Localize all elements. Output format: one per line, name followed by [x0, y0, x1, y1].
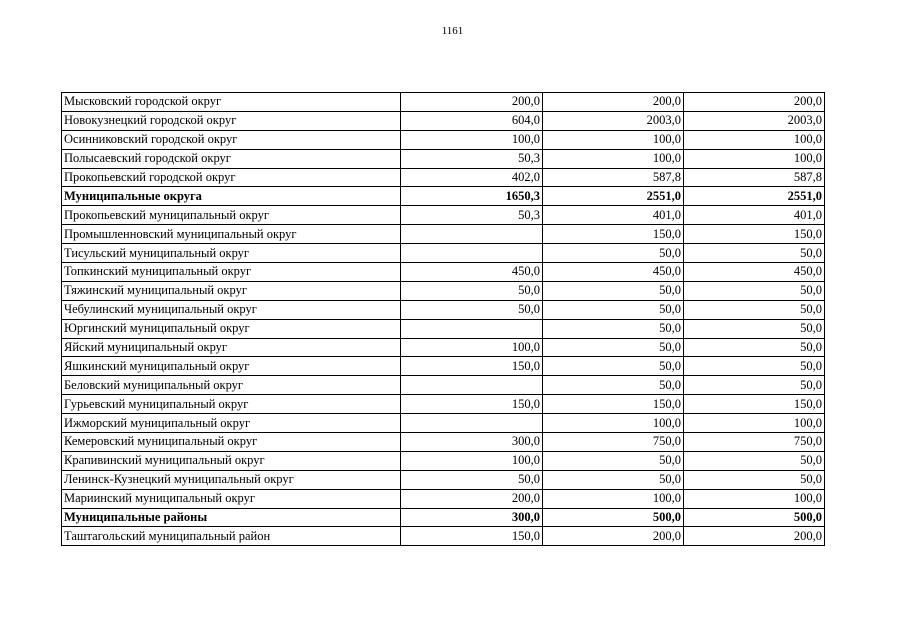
table-row	[62, 206, 825, 225]
row-value-2-cell: 100,0	[543, 130, 684, 149]
row-value-1-cell: 50,3	[401, 206, 543, 225]
row-name-cell: Прокопьевский муниципальный округ	[62, 206, 401, 225]
row-value-1-cell: 50,0	[401, 281, 543, 300]
row-value-1-cell	[401, 225, 543, 244]
row-name-cell: Беловский муниципальный округ	[62, 376, 401, 395]
row-value-3-cell: 50,0	[684, 300, 825, 319]
row-value-2-cell: 50,0	[543, 281, 684, 300]
row-name-cell: Юргинский муниципальный округ	[62, 319, 401, 338]
row-value-2-cell: 2551,0	[543, 187, 684, 206]
table-row	[62, 489, 825, 508]
row-name-cell: Кемеровский муниципальный округ	[62, 433, 401, 452]
row-value-3-cell: 2551,0	[684, 187, 825, 206]
table-row	[62, 281, 825, 300]
row-value-1-cell: 50,0	[401, 300, 543, 319]
row-value-1-cell: 300,0	[401, 508, 543, 527]
table-row	[62, 93, 825, 112]
row-name-cell: Крапивинский муниципальный округ	[62, 451, 401, 470]
table-row	[62, 300, 825, 319]
row-value-3-cell: 50,0	[684, 281, 825, 300]
row-value-1-cell	[401, 414, 543, 433]
row-value-3-cell: 450,0	[684, 263, 825, 282]
row-name-cell: Топкинский муниципальный округ	[62, 263, 401, 282]
row-name-cell: Осинниковский городской округ	[62, 130, 401, 149]
row-value-3-cell: 500,0	[684, 508, 825, 527]
table-row	[62, 111, 825, 130]
row-value-3-cell: 200,0	[684, 527, 825, 546]
row-name-cell: Прокопьевский городской округ	[62, 168, 401, 187]
row-name-cell: Яйский муниципальный округ	[62, 338, 401, 357]
row-value-2-cell: 50,0	[543, 470, 684, 489]
row-value-2-cell: 150,0	[543, 225, 684, 244]
row-value-2-cell: 50,0	[543, 357, 684, 376]
row-name-cell: Муниципальные округа	[62, 187, 401, 206]
row-value-3-cell: 50,0	[684, 451, 825, 470]
row-value-3-cell: 100,0	[684, 489, 825, 508]
budget-table	[61, 92, 825, 546]
table-row	[62, 527, 825, 546]
row-name-cell: Мариинский муниципальный округ	[62, 489, 401, 508]
row-value-3-cell: 100,0	[684, 149, 825, 168]
row-value-3-cell: 50,0	[684, 244, 825, 263]
row-value-1-cell: 450,0	[401, 263, 543, 282]
row-value-1-cell: 1650,3	[401, 187, 543, 206]
row-value-1-cell: 50,0	[401, 470, 543, 489]
row-name-cell: Ижморский муниципальный округ	[62, 414, 401, 433]
row-value-2-cell: 2003,0	[543, 111, 684, 130]
row-value-1-cell	[401, 376, 543, 395]
row-name-cell: Чебулинский муниципальный округ	[62, 300, 401, 319]
table-row	[62, 433, 825, 452]
table-body	[62, 93, 825, 546]
table-row	[62, 395, 825, 414]
row-name-cell: Мысковский городской округ	[62, 93, 401, 112]
row-name-cell: Новокузнецкий городской округ	[62, 111, 401, 130]
table-row	[62, 225, 825, 244]
row-value-3-cell: 200,0	[684, 93, 825, 112]
row-value-2-cell: 100,0	[543, 149, 684, 168]
table-row	[62, 130, 825, 149]
row-value-1-cell: 150,0	[401, 527, 543, 546]
row-value-3-cell: 50,0	[684, 470, 825, 489]
row-name-cell: Гурьевский муниципальный округ	[62, 395, 401, 414]
row-name-cell: Муниципальные районы	[62, 508, 401, 527]
row-value-2-cell: 401,0	[543, 206, 684, 225]
row-value-3-cell: 50,0	[684, 319, 825, 338]
row-value-2-cell: 750,0	[543, 433, 684, 452]
table-row	[62, 338, 825, 357]
row-value-1-cell: 200,0	[401, 489, 543, 508]
row-value-2-cell: 50,0	[543, 244, 684, 263]
row-value-1-cell: 150,0	[401, 395, 543, 414]
row-value-1-cell	[401, 244, 543, 263]
row-value-3-cell: 100,0	[684, 130, 825, 149]
row-value-2-cell: 50,0	[543, 338, 684, 357]
row-value-2-cell: 200,0	[543, 527, 684, 546]
table-row	[62, 451, 825, 470]
row-value-1-cell: 150,0	[401, 357, 543, 376]
row-value-1-cell: 100,0	[401, 451, 543, 470]
row-value-3-cell: 100,0	[684, 414, 825, 433]
row-name-cell: Тяжинский муниципальный округ	[62, 281, 401, 300]
row-value-1-cell: 100,0	[401, 130, 543, 149]
table-group-row	[62, 508, 825, 527]
row-name-cell: Промышленновский муниципальный округ	[62, 225, 401, 244]
table-row	[62, 263, 825, 282]
table-group-row	[62, 187, 825, 206]
row-value-1-cell: 100,0	[401, 338, 543, 357]
row-value-1-cell: 402,0	[401, 168, 543, 187]
row-value-3-cell: 50,0	[684, 357, 825, 376]
table-row	[62, 244, 825, 263]
row-value-3-cell: 50,0	[684, 338, 825, 357]
table-row	[62, 414, 825, 433]
row-name-cell: Ленинск-Кузнецкий муниципальный округ	[62, 470, 401, 489]
row-value-1-cell: 200,0	[401, 93, 543, 112]
row-value-3-cell: 150,0	[684, 225, 825, 244]
row-value-2-cell: 50,0	[543, 300, 684, 319]
row-name-cell: Полысаевский городской округ	[62, 149, 401, 168]
row-value-3-cell: 401,0	[684, 206, 825, 225]
table-row	[62, 470, 825, 489]
row-value-1-cell: 300,0	[401, 433, 543, 452]
table-row	[62, 319, 825, 338]
row-value-3-cell: 750,0	[684, 433, 825, 452]
row-value-2-cell: 150,0	[543, 395, 684, 414]
row-value-1-cell: 50,3	[401, 149, 543, 168]
row-value-2-cell: 200,0	[543, 93, 684, 112]
row-value-2-cell: 100,0	[543, 489, 684, 508]
table-row	[62, 149, 825, 168]
row-name-cell: Тисульский муниципальный округ	[62, 244, 401, 263]
row-value-3-cell: 587,8	[684, 168, 825, 187]
row-value-2-cell: 587,8	[543, 168, 684, 187]
page-number: 1161	[441, 25, 464, 37]
row-value-2-cell: 50,0	[543, 451, 684, 470]
row-value-3-cell: 2003,0	[684, 111, 825, 130]
table-row	[62, 168, 825, 187]
table-row	[62, 357, 825, 376]
row-value-3-cell: 150,0	[684, 395, 825, 414]
row-value-2-cell: 450,0	[543, 263, 684, 282]
row-name-cell: Яшкинский муниципальный округ	[62, 357, 401, 376]
row-name-cell: Таштагольский муниципальный район	[62, 527, 401, 546]
row-value-2-cell: 50,0	[543, 376, 684, 395]
row-value-2-cell: 50,0	[543, 319, 684, 338]
row-value-3-cell: 50,0	[684, 376, 825, 395]
row-value-1-cell: 604,0	[401, 111, 543, 130]
table-row	[62, 376, 825, 395]
row-value-1-cell	[401, 319, 543, 338]
row-value-2-cell: 500,0	[543, 508, 684, 527]
row-value-2-cell: 100,0	[543, 414, 684, 433]
